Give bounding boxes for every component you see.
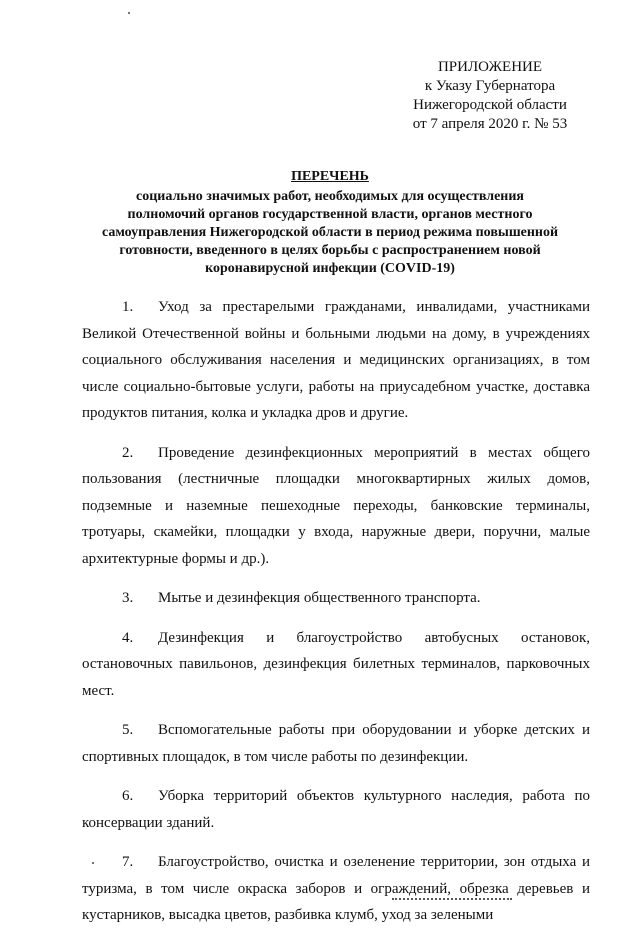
item-number: 5. <box>122 722 134 738</box>
title-line: коронавирусной инфекции (COVID-19) <box>205 261 455 276</box>
item-text: Уборка территорий объектов культурного наследия, работа по консервации зданий. <box>82 788 590 831</box>
item-number: 2. <box>122 444 134 461</box>
scan-speck <box>128 12 130 14</box>
item-number: 1. <box>122 299 134 315</box>
title-line: полномочий органов государственной власти, органов местного <box>127 207 533 222</box>
title-line: социально значимых работ, необходимых для осуществления <box>135 189 524 204</box>
appendix-reference: к Указу Губернатора <box>424 78 556 94</box>
appendix-region: Нижегородской области <box>413 97 567 113</box>
scan-artifact <box>392 898 512 903</box>
appendix-date: от 7 апреля 2020 г. № 53 <box>412 116 568 132</box>
list-item <box>82 625 590 705</box>
list-item <box>82 440 590 573</box>
item-text: Вспомогательные работы при оборудовании и уборке детских и спортивных площадок, в том числе работы по дезинфекции. <box>82 722 590 765</box>
list-item <box>82 783 590 836</box>
document-title <box>70 168 590 278</box>
list-item <box>82 849 590 929</box>
item-number: 3. <box>122 590 134 606</box>
appendix-title: ПРИЛОЖЕНИЕ <box>437 59 543 75</box>
list-item <box>82 585 590 612</box>
item-text: Дезинфекция и благоустройство автобусных остановок, остановочных павильонов, дезинфекция билетных терминалов, парковочных мест. <box>82 629 590 699</box>
title-line: самоуправления Нижегородской области в период режима повышенной <box>101 225 559 240</box>
item-text: Мытье и дезинфекция общественного транспорта. <box>158 590 481 606</box>
item-number: 6. <box>122 788 134 804</box>
appendix-block <box>390 58 590 134</box>
title-line: готовности, введенного в целях борьбы с распространением новой <box>119 243 541 258</box>
item-text: Проведение дезинфекционных мероприятий в местах общего пользования (лестничные площадки многоквартирных жилых домов, подземные и наземные пешеходные переходы, банковские терминалы, тротуары, скамейки, площадки у входа, наружные двери, поручни, малые архитектурные формы и др.). <box>82 444 590 567</box>
works-list <box>82 294 590 942</box>
item-number: 7. <box>122 854 134 870</box>
list-item <box>82 294 590 427</box>
item-number: 4. <box>122 629 134 646</box>
item-text: Благоустройство, очистка и озеленение территории, зон отдыха и туризма, в том числе окраска заборов и ограждений, обрезка деревьев и кустарников, высадка цветов, разбивка клумб, уход за зелеными <box>82 854 590 923</box>
item-text: Уход за престарелыми гражданами, инвалидами, участниками Великой Отечественной войны и больными людьми на дому, в учреждениях социального обслуживания населения и медицинских организациях, в том числе социально-бытовые услуги, работы на приусадебном участке, доставка продуктов питания, колка и укладка дров и другие. <box>82 299 590 421</box>
title-heading: ПЕРЕЧЕНЬ <box>291 169 369 184</box>
list-item <box>82 717 590 770</box>
